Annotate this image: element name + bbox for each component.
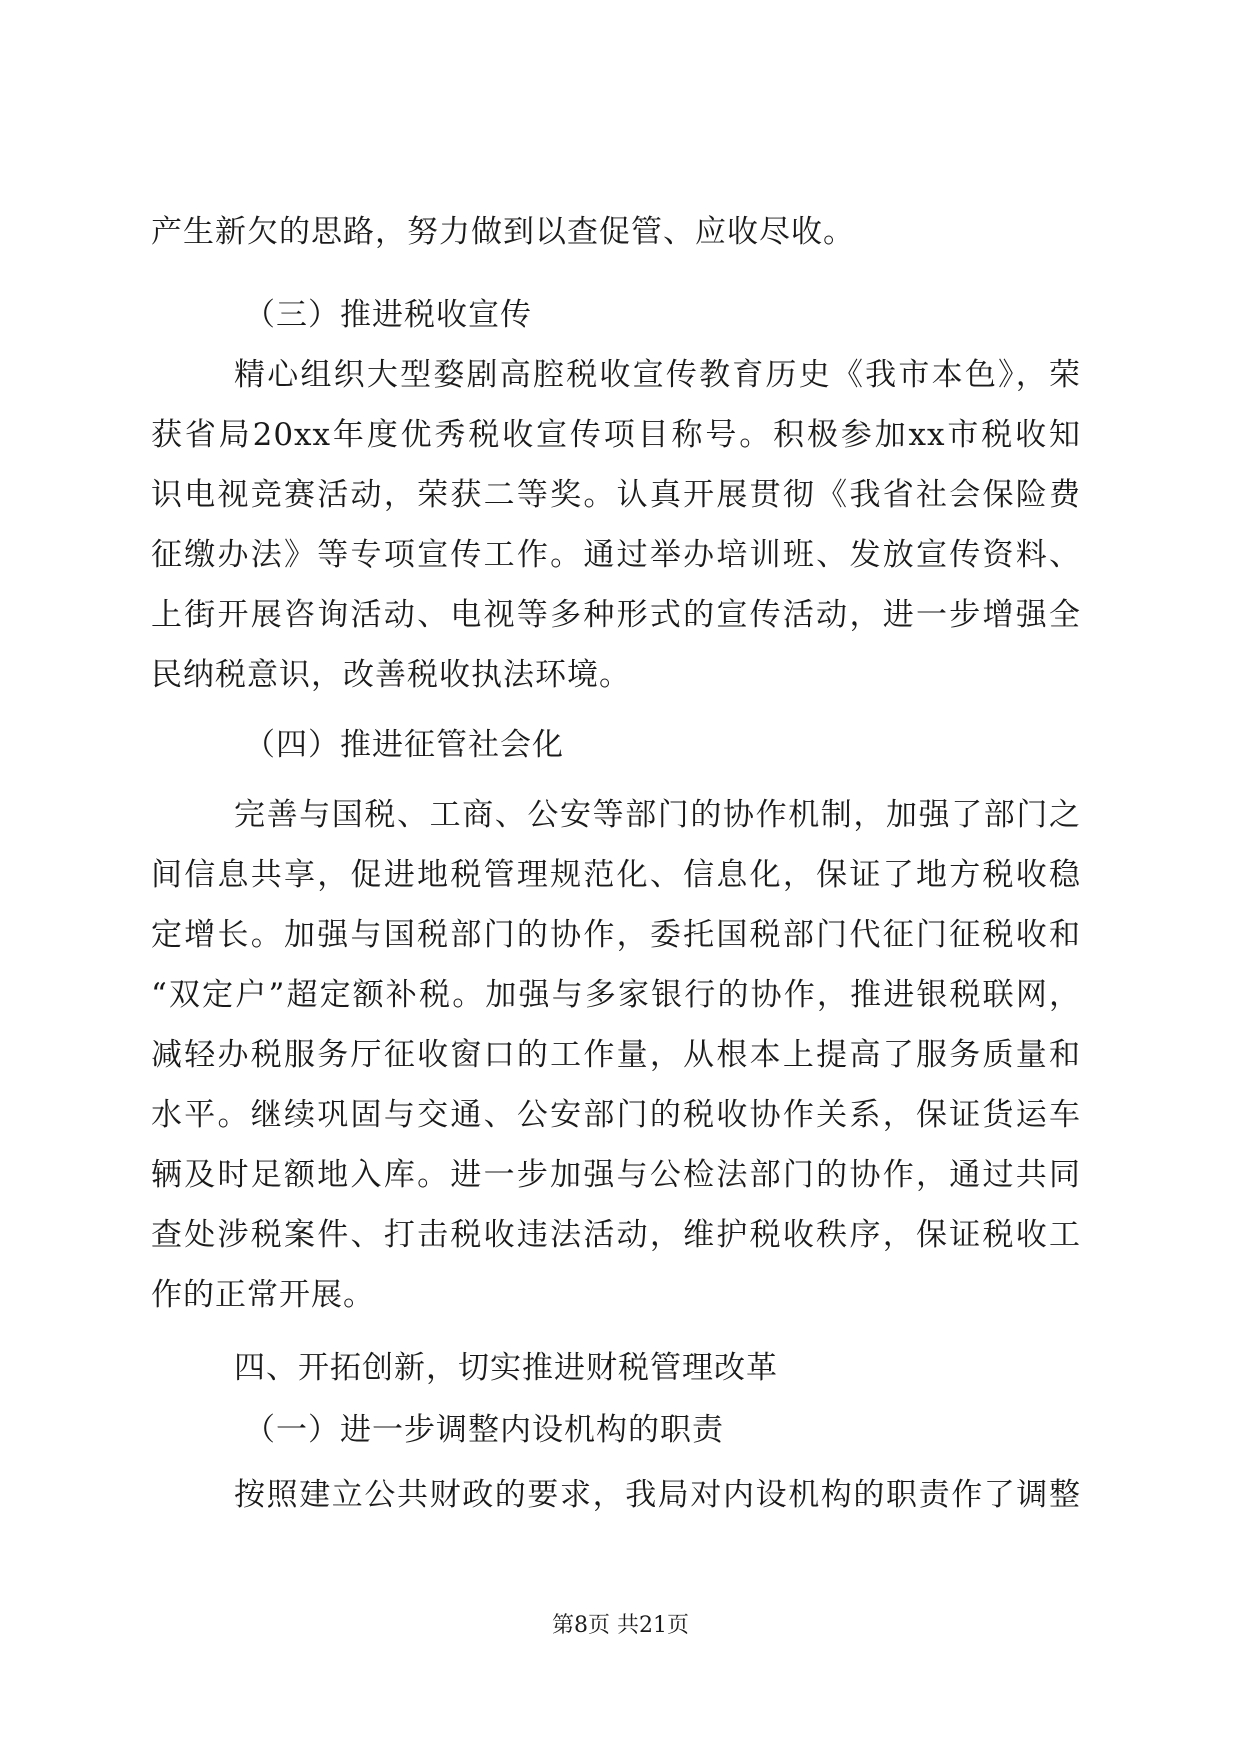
text-line: 间信息共享，促进地税管理规范化、信息化，保证了地方税收稳 [151,857,1081,893]
text-line: 按照建立公共财政的要求，我局对内设机构的职责作了调整 [234,1477,1081,1513]
text-line: 辆及时足额地入库。进一步加强与公检法部门的协作，通过共同 [151,1157,1081,1193]
section-heading: （四）推进征管社会化 [244,727,564,763]
text-line: 减轻办税服务厅征收窗口的工作量，从根本上提高了服务质量和 [151,1037,1081,1073]
text-line: 征缴办法》等专项宣传工作。通过举办培训班、发放宣传资料、 [151,537,1081,573]
text-line: 完善与国税、工商、公安等部门的协作机制，加强了部门之 [234,797,1081,833]
section-heading: 四、开拓创新，切实推进财税管理改革 [234,1350,778,1386]
text-line: 精心组织大型婺剧高腔税收宣传教育历史《我市本色》，荣 [234,357,1081,393]
text-line: 水平。继续巩固与交通、公安部门的税收协作关系，保证货运车 [151,1097,1081,1133]
section-heading: （三）推进税收宣传 [244,297,532,333]
text-line: 定增长。加强与国税部门的协作，委托国税部门代征门征税收和 [151,917,1081,953]
page-footer: 第8页 共21页 [552,1613,689,1638]
section-heading: （一）进一步调整内设机构的职责 [244,1412,724,1448]
text-line: 识电视竞赛活动，荣获二等奖。认真开展贯彻《我省社会保险费 [151,477,1081,513]
text-line: 查处涉税案件、打击税收违法活动，维护税收秩序，保证税收工 [151,1217,1081,1253]
text-line: “双定户”超定额补税。加强与多家银行的协作，推进银税联网， [151,977,1081,1013]
text-line: 产生新欠的思路，努力做到以查促管、应收尽收。 [151,214,855,250]
text-line: 获省局20xx年度优秀税收宣传项目称号。积极参加xx市税收知 [151,417,1081,453]
text-line: 作的正常开展。 [151,1277,375,1313]
text-line: 民纳税意识，改善税收执法环境。 [151,657,631,693]
text-line: 上街开展咨询活动、电视等多种形式的宣传活动，进一步增强全 [151,597,1081,633]
